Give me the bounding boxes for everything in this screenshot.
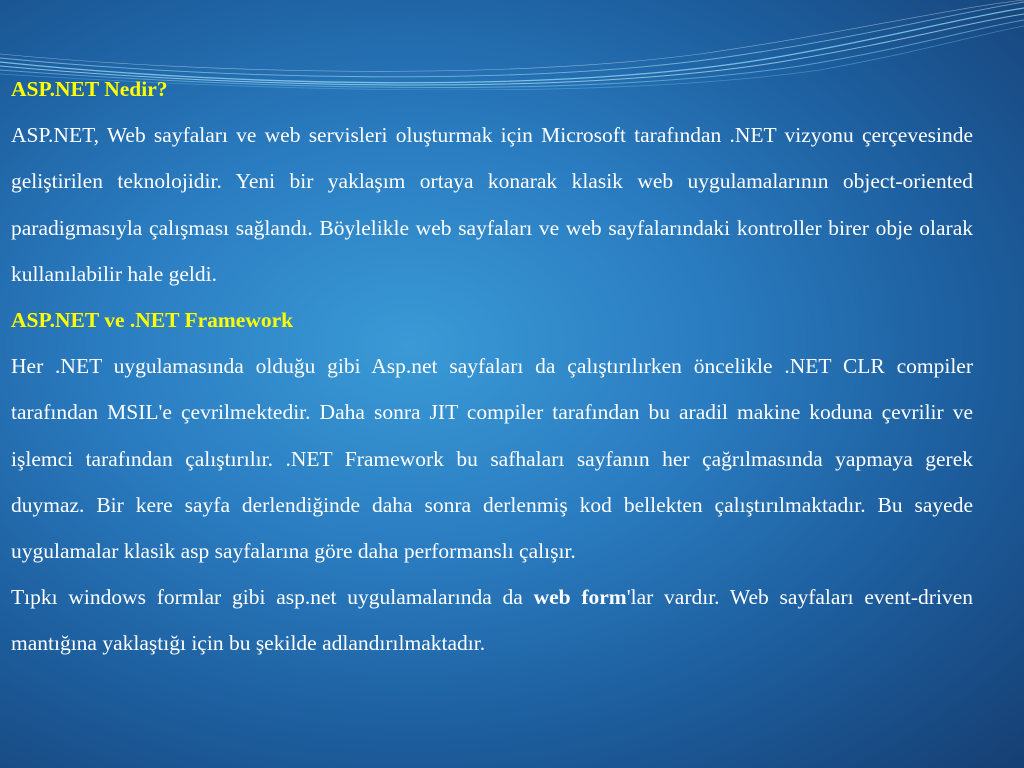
- paragraph-asp-net-definition: ASP.NET, Web sayfaları ve web servisleri oluşturmak için Microsoft tarafından .NET vizyonu çerçevesinde geliştirilen teknolojidir. Yeni bir yaklaşım ortaya konarak klasik web uygulamalarının object-oriented paradigmasıyla çalışması sağlandı. Böylelikle web sayfaları ve web sayfalarındaki kontroller birer obje olarak kullanılabilir hale geldi.: [11, 123, 973, 286]
- web-forms-text-end: 'lar vardır. Web sayfaları event-driven mantığına yaklaştığı için bu şekilde adlandırılmaktadır.: [11, 585, 973, 656]
- web-forms-text-start: Tıpkı windows formlar gibi asp.net uygulamalarında da: [11, 585, 534, 610]
- paragraph-web-forms: [11, 574, 973, 666]
- web-form-bold-term: web form: [533, 585, 627, 610]
- slide-content: [11, 66, 973, 667]
- heading-asp-net-nedir: ASP.NET Nedir?: [11, 77, 168, 101]
- paragraph-framework-compilation: Her .NET uygulamasında olduğu gibi Asp.net sayfaları da çalıştırılırken öncelikle .NET CLR compiler tarafından MSIL'e çevrilmektedir. Daha sonra JIT compiler tarafından bu aradil makine koduna çevrilir ve işlemci tarafından çalıştırılır. .NET Framework bu safhaları sayfanın her çağrılmasında yapmaya gerek duymaz. Bir kere sayfa derlendiğinde daha sonra derlenmiş kod bellekten çalıştırılmaktadır. Bu sayede uygulamalar klasik asp sayfalarına göre daha performanslı çalışır.: [11, 354, 973, 564]
- heading-asp-net-framework: ASP.NET ve .NET Framework: [11, 308, 294, 333]
